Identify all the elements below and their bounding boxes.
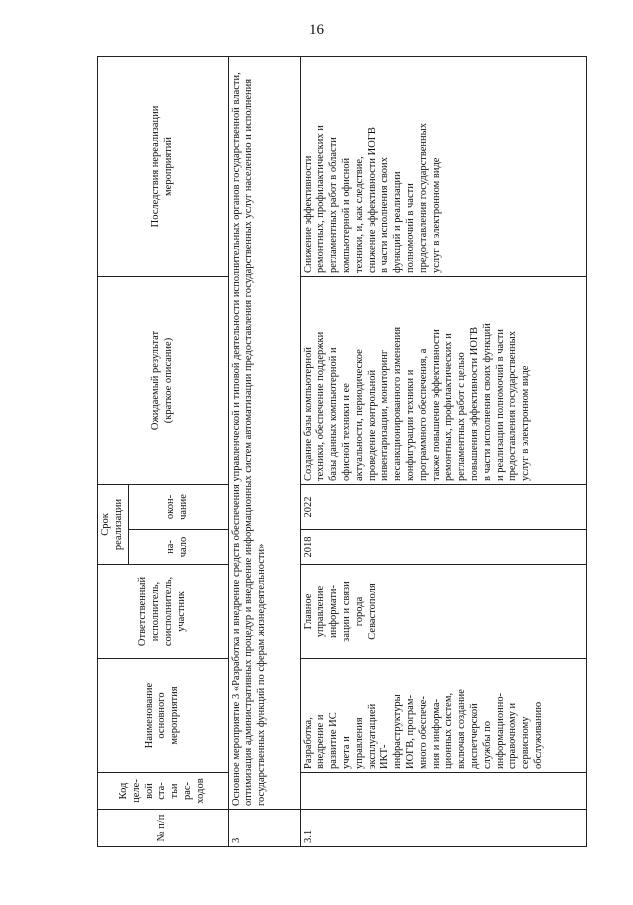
header-num: № п/п — [98, 810, 229, 847]
header-end: окон- чание — [128, 484, 228, 529]
header-code: Код целе- вой ста- тьи рас- ходов — [98, 773, 229, 810]
header-name: Наименование основного мероприятия — [98, 659, 229, 773]
row-consequences: Снижение эффективности ремонтных, профилактических и регламентных работ в области компьютерной и офисной техники, и, как следствие, снижение эффективности ИОГВ в части исполнения своих функций и реализации полномочий в части предоставления государственных услуг в электронном виде — [300, 56, 586, 276]
row-name: Разработка, внедрение и развитие ИС учета и управления эксплуатацией ИКТ- инфраструктуры ИОГВ, програм- много обеспече- ния и информа- ционных систем, включая создание диспетчерской службы по информационно- справочному и сервисному обслуживанию — [300, 659, 586, 773]
measures-table — [97, 56, 587, 847]
table-row — [300, 56, 586, 846]
row-num: 3.1 — [300, 810, 586, 847]
section-text: Основное мероприятие 3 «Разработка и внедрение средств обеспечения управленческой и типовой деятельности исполнительных органов государственной власти, оптимизация административных процедур и внедрение информационных систем автоматизации предоставления государственных услуг населению и исполнения государственных функций по сферам жизнедеятельности» — [228, 56, 300, 809]
header-row-1 — [98, 56, 129, 846]
row-start: 2018 — [300, 530, 586, 565]
header-start: на- чало — [128, 530, 228, 565]
row-result: Создание базы компьютерной техники, обеспечение поддержки базы данных компьютерной и офисной техники и ее актуальности, периодическое проведение контрольной инвентаризации, мониторинг несанкционированного изменения конфигурации техники и программного обеспечения, а также повышение эффективности ремонтных, профилактических и регламентных работ с целью повышения эффективности ИОГВ в части исполнения своих функций и реализации полномочий в части предоставления государственных услуг в электронном виде — [300, 276, 586, 484]
header-responsible: Ответственный исполнитель, соисполнитель, участник — [98, 565, 229, 659]
rotated-table-container — [97, 57, 587, 847]
header-consequences: Последствия нереализации мероприятий — [98, 56, 229, 276]
row-code — [300, 773, 586, 810]
header-result: Ожидаемый результат (краткое описание) — [98, 276, 229, 484]
section-row — [228, 56, 300, 846]
page-number: 16 — [309, 22, 324, 38]
row-end: 2022 — [300, 484, 586, 529]
row-responsible: Главное управление информати- зации и связи города Севастополя — [300, 565, 586, 659]
section-num: 3 — [228, 810, 300, 847]
header-term: Срок реализации — [98, 484, 129, 564]
